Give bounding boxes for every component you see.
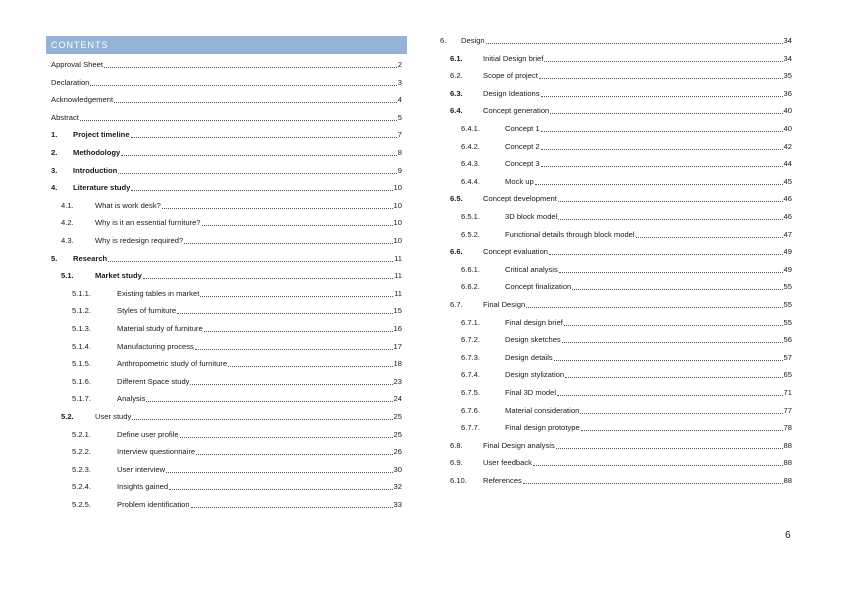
toc-entry-label: Literature study: [73, 183, 131, 193]
toc-entry-page: 15: [393, 306, 402, 316]
toc-entry-number: 5.1.5.: [72, 359, 91, 369]
toc-entry[interactable]: [46, 146, 406, 158]
toc-entry-page: 10: [393, 236, 402, 245]
toc-entry-page: 2: [397, 60, 402, 69]
toc-entry-page: 26: [393, 447, 402, 457]
toc-entry[interactable]: [438, 87, 792, 99]
toc-entry-label: User feedback: [483, 458, 532, 468]
toc-entry-label: Mock up: [505, 176, 534, 186]
toc-entry[interactable]: [438, 263, 792, 275]
toc-entry-label: Market study: [95, 271, 142, 281]
toc-entry-label: Introduction: [73, 165, 118, 175]
toc-entry[interactable]: [438, 474, 792, 486]
toc-entry-page: 10: [393, 183, 402, 193]
toc-entry[interactable]: [438, 316, 792, 328]
toc-entry-label: Concept generation: [483, 106, 550, 116]
toc-entry-page: 55: [783, 317, 792, 327]
toc-entry-page: 88: [783, 440, 792, 450]
dot-leader: [558, 219, 782, 220]
toc-entry-label: Analysis: [117, 394, 146, 404]
toc-entry-label: Define user profile: [117, 429, 179, 439]
toc-entry[interactable]: [438, 351, 792, 363]
toc-entry-number: 5.1.6.: [72, 376, 91, 386]
toc-entry-number: 6.5.1.: [461, 212, 480, 221]
toc-entry-page: 56: [783, 335, 792, 345]
toc-entry-label: Interview questionnaire: [117, 447, 196, 457]
toc-entry-page: 34: [783, 53, 792, 63]
dot-leader: [544, 61, 782, 62]
dot-leader: [131, 190, 392, 191]
dot-leader: [541, 149, 783, 150]
dot-leader: [190, 384, 392, 385]
toc-entry-number: 6.6.: [450, 247, 463, 257]
toc-entry-number: 4.1.: [61, 200, 74, 210]
toc-entry[interactable]: [438, 439, 792, 451]
toc-entry[interactable]: [438, 280, 792, 292]
toc-entry[interactable]: [46, 357, 406, 369]
toc-entry-number: 5.2.3.: [72, 464, 91, 474]
toc-entry-label: Concept development: [483, 194, 557, 204]
contents-heading: CONTENTS: [46, 36, 407, 54]
toc-entry-page: 33: [393, 500, 402, 509]
toc-entry-number: 4.: [51, 183, 58, 193]
toc-entry[interactable]: [438, 298, 792, 310]
toc-entry-page: 88: [783, 458, 792, 468]
toc-entry-page: 55: [783, 300, 792, 309]
dot-leader: [166, 472, 392, 473]
dot-leader: [533, 465, 783, 466]
toc-entry[interactable]: [46, 58, 406, 70]
toc-entry-page: 71: [783, 388, 792, 397]
toc-entry-page: 36: [783, 88, 792, 98]
toc-entry-number: 4.2.: [61, 218, 74, 228]
dot-leader: [180, 437, 393, 438]
toc-entry[interactable]: [438, 386, 792, 398]
toc-entry-label: Different Space study: [117, 376, 190, 386]
toc-entry[interactable]: [46, 164, 406, 176]
toc-entry-label: Design details: [505, 352, 553, 362]
toc-entry-label: Design: [461, 36, 485, 45]
toc-entry-page: 10: [393, 218, 402, 228]
toc-entry-label: 3D block model: [505, 212, 558, 221]
dot-leader: [565, 377, 782, 378]
toc-entry-number: 6.7.5.: [461, 388, 480, 397]
toc-entry-number: 5.: [51, 253, 58, 263]
dot-leader: [580, 413, 782, 414]
toc-entry-number: 5.2.5.: [72, 500, 91, 509]
toc-entry-page: 46: [783, 194, 792, 204]
toc-entry[interactable]: [46, 269, 406, 281]
dot-leader: [526, 307, 782, 308]
toc-entry-label: Initial Design brief: [483, 53, 544, 63]
toc-entry-page: 45: [783, 176, 792, 186]
toc-entry[interactable]: [438, 69, 792, 81]
toc-entry-label: What is work desk?: [95, 200, 161, 210]
dot-leader: [541, 96, 783, 97]
dot-leader: [169, 489, 392, 490]
toc-entry[interactable]: [46, 375, 406, 387]
toc-entry-number: 6.7.: [450, 300, 463, 309]
toc-entry[interactable]: [46, 428, 406, 440]
dot-leader: [541, 166, 783, 167]
toc-entry-label: Final design prototype: [505, 423, 580, 433]
toc-entry-label: Declaration: [51, 77, 90, 87]
toc-entry-label: Functional details through block model: [505, 229, 635, 239]
toc-entry-page: 44: [783, 159, 792, 169]
toc-entry-number: 6.7.4.: [461, 370, 480, 380]
toc-entry-page: 11: [394, 288, 402, 298]
toc-entry[interactable]: [438, 333, 792, 345]
toc-entry[interactable]: [438, 228, 792, 240]
toc-entry-page: 77: [783, 405, 792, 415]
toc-entry-label: References: [483, 476, 522, 485]
toc-entry-number: 5.2.2.: [72, 447, 91, 457]
toc-entry[interactable]: [46, 392, 406, 404]
toc-entry-label: User study: [95, 412, 132, 421]
toc-entry-page: 17: [393, 341, 402, 351]
toc-entry[interactable]: [438, 140, 792, 152]
toc-entry-page: 23: [393, 376, 402, 386]
toc-entry-number: 6.10.: [450, 476, 467, 485]
toc-entry-label: Material consideration: [505, 405, 580, 415]
toc-entry-page: 46: [783, 212, 792, 221]
toc-entry-page: 25: [393, 429, 402, 439]
toc-entry[interactable]: [46, 498, 406, 510]
toc-entry[interactable]: [438, 210, 792, 222]
dot-leader: [200, 296, 393, 297]
toc-entry-number: 6.2.: [450, 71, 463, 81]
toc-entry[interactable]: [438, 52, 792, 64]
toc-entry[interactable]: [46, 463, 406, 475]
toc-entry-label: Anthropometric study of furniture: [117, 359, 228, 369]
toc-entry-label: Why is it an essential furniture?: [95, 218, 201, 228]
toc-entry[interactable]: [46, 445, 406, 457]
toc-entry-number: 5.1.1.: [72, 288, 91, 298]
toc-entry-label: Critical analysis: [505, 264, 558, 274]
toc-entry-label: Abstract: [51, 112, 79, 122]
toc-entry-number: 5.2.4.: [72, 482, 91, 492]
toc-entry-number: 4.3.: [61, 236, 74, 245]
toc-entry-label: Insights gained: [117, 482, 169, 492]
toc-entry-number: 6.7.1.: [461, 317, 480, 327]
toc-entry-page: 3: [397, 77, 402, 87]
toc-entry[interactable]: [46, 93, 406, 105]
toc-entry-page: 49: [783, 264, 792, 274]
dot-leader: [549, 254, 783, 255]
toc-entry[interactable]: [46, 322, 406, 334]
toc-entry-number: 5.1.2.: [72, 306, 91, 316]
toc-entry-number: 5.2.1.: [72, 429, 91, 439]
toc-entry[interactable]: [46, 181, 406, 193]
toc-entry-number: 6.7.6.: [461, 405, 480, 415]
toc-entry-page: 49: [783, 247, 792, 257]
dot-leader: [146, 401, 392, 402]
dot-leader: [184, 243, 392, 244]
dot-leader: [558, 201, 783, 202]
toc-entry-label: Final Design analysis: [483, 440, 555, 450]
toc-entry-page: 65: [783, 370, 792, 380]
dot-leader: [196, 454, 392, 455]
dot-leader: [486, 43, 783, 44]
toc-entry[interactable]: [438, 122, 792, 134]
dot-leader: [554, 360, 783, 361]
toc-entry-label: Why is redesign required?: [95, 236, 184, 245]
toc-entry-page: 40: [783, 106, 792, 116]
toc-entry-number: 5.1.3.: [72, 324, 91, 333]
toc-entry-page: 10: [393, 200, 402, 210]
dot-leader: [108, 261, 393, 262]
toc-entry-number: 6.1.: [450, 53, 463, 63]
dot-leader: [535, 184, 783, 185]
toc-entry-label: Final Design: [483, 300, 526, 309]
page-number: 6: [785, 530, 791, 541]
dot-leader: [557, 395, 782, 396]
toc-entry-label: Acknowledgement: [51, 95, 114, 105]
toc-entry-number: 6.4.: [450, 106, 463, 116]
toc-entry[interactable]: [46, 111, 406, 123]
dot-leader: [556, 448, 783, 449]
toc-entry-page: 34: [783, 36, 792, 45]
toc-entry-page: 32: [393, 482, 402, 492]
toc-entry-label: Research: [73, 253, 108, 263]
toc-entry-page: 11: [394, 253, 402, 263]
toc-entry[interactable]: [46, 252, 406, 264]
toc-entry-label: Concept 2: [505, 141, 540, 151]
toc-entry-number: 6.7.7.: [461, 423, 480, 433]
toc-entry-label: Final design brief: [505, 317, 563, 327]
dot-leader: [104, 67, 397, 68]
toc-entry[interactable]: [438, 34, 792, 46]
dot-leader: [114, 102, 397, 103]
toc-entry[interactable]: [438, 456, 792, 468]
dot-leader: [143, 278, 393, 279]
toc-entry-number: 6.: [440, 36, 447, 45]
toc-entry-label: Design sketches: [505, 335, 561, 345]
toc-entry-label: Concept 3: [505, 159, 540, 169]
toc-entry[interactable]: [438, 157, 792, 169]
toc-entry-label: Concept 1: [505, 124, 540, 133]
toc-entry-number: 6.8.: [450, 440, 463, 450]
dot-leader: [572, 289, 782, 290]
toc-entry-label: Manufacturing process: [117, 341, 194, 351]
dot-leader: [90, 85, 396, 86]
dot-leader: [80, 120, 397, 121]
dot-leader: [523, 483, 783, 484]
toc-entry[interactable]: [46, 76, 406, 88]
toc-entry-label: Existing tables in market: [117, 288, 200, 298]
dot-leader: [204, 331, 393, 332]
dot-leader: [562, 342, 783, 343]
dot-leader: [539, 78, 783, 79]
toc-entry-number: 6.4.2.: [461, 141, 480, 151]
toc-entry[interactable]: [46, 216, 406, 228]
toc-entry-number: 6.5.2.: [461, 229, 480, 239]
dot-leader: [131, 137, 397, 138]
toc-entry-page: 78: [783, 423, 792, 433]
dot-leader: [132, 419, 392, 420]
toc-entry-page: 55: [783, 282, 792, 292]
toc-entry-label: Methodology: [73, 148, 121, 157]
toc-entry-label: Styles of furniture: [117, 306, 177, 316]
toc-entry-number: 6.7.2.: [461, 335, 480, 345]
dot-leader: [564, 325, 783, 326]
toc-entry-label: Scope of project: [483, 71, 538, 81]
toc-entry-label: Final 3D model: [505, 388, 557, 397]
toc-entry[interactable]: [438, 192, 792, 204]
dot-leader: [559, 272, 783, 273]
dot-leader: [191, 507, 393, 508]
toc-entry-label: Concept evaluation: [483, 247, 549, 257]
toc-entry[interactable]: [46, 480, 406, 492]
toc-entry-label: Design Ideations: [483, 88, 540, 98]
toc-entry-page: 24: [393, 394, 402, 404]
toc-entry-label: User interview: [117, 464, 166, 474]
toc-entry-page: 35: [783, 71, 792, 81]
toc-entry[interactable]: [438, 104, 792, 116]
toc-entry-page: 18: [393, 359, 402, 369]
dot-leader: [121, 155, 397, 156]
toc-entry-number: 6.4.4.: [461, 176, 480, 186]
toc-entry[interactable]: [438, 245, 792, 257]
toc-entry[interactable]: [46, 340, 406, 352]
toc-entry-label: Design stylization: [505, 370, 565, 380]
toc-entry[interactable]: [438, 175, 792, 187]
toc-entry[interactable]: [46, 410, 406, 422]
toc-entry-page: 42: [783, 141, 792, 151]
toc-entry-number: 6.3.: [450, 88, 463, 98]
toc-entry-number: 6.9.: [450, 458, 463, 468]
toc-entry-label: Concept finalization: [505, 282, 572, 292]
toc-entry[interactable]: [46, 199, 406, 211]
toc-entry[interactable]: [46, 128, 406, 140]
toc-entry-page: 7: [397, 130, 402, 140]
toc-entry-page: 5: [397, 112, 402, 122]
dot-leader: [636, 237, 783, 238]
toc-entry-page: 47: [783, 229, 792, 239]
toc-entry-page: 9: [397, 165, 402, 175]
dot-leader: [228, 366, 392, 367]
toc-entry-label: Approval Sheet: [51, 60, 103, 69]
toc-entry-number: 3.: [51, 165, 58, 175]
toc-entry[interactable]: [46, 234, 406, 246]
dot-leader: [118, 173, 396, 174]
toc-entry-number: 6.4.3.: [461, 159, 480, 169]
toc-entry-number: 6.6.1.: [461, 264, 480, 274]
toc-entry-number: 6.4.1.: [461, 124, 480, 133]
toc-entry-number: 6.6.2.: [461, 282, 480, 292]
toc-entry-label: Material study of furniture: [117, 324, 203, 333]
toc-entry[interactable]: [46, 287, 406, 299]
toc-entry-page: 88: [783, 476, 792, 485]
toc-entry-number: 2.: [51, 148, 58, 157]
toc-entry-number: 5.2.: [61, 412, 74, 421]
dot-leader: [195, 349, 393, 350]
toc-entry-number: 6.7.3.: [461, 352, 480, 362]
toc-entry-label: Problem identification: [117, 500, 190, 509]
dot-leader: [177, 313, 392, 314]
toc-entry[interactable]: [46, 304, 406, 316]
toc-entry-number: 5.1.4.: [72, 341, 91, 351]
toc-entry-number: 5.1.7.: [72, 394, 91, 404]
toc-entry-page: 57: [783, 352, 792, 362]
toc-entry-number: 6.5.: [450, 194, 463, 204]
toc-entry-page: 4: [397, 95, 402, 105]
dot-leader: [550, 113, 782, 114]
dot-leader: [202, 225, 393, 226]
toc-entry-page: 30: [393, 464, 402, 474]
toc-entry[interactable]: [438, 404, 792, 416]
toc-entry-page: 11: [394, 271, 402, 281]
toc-entry-page: 16: [393, 324, 402, 333]
toc-entry-label: Project timeline: [73, 130, 130, 140]
toc-entry-number: 5.1.: [61, 271, 74, 281]
toc-entry[interactable]: [438, 368, 792, 380]
toc-entry-number: 1.: [51, 130, 58, 140]
dot-leader: [581, 430, 783, 431]
toc-entry-page: 25: [393, 412, 402, 421]
toc-entry-page: 40: [783, 124, 792, 133]
toc-entry-page: 8: [397, 148, 402, 157]
toc-entry[interactable]: [438, 421, 792, 433]
dot-leader: [162, 208, 393, 209]
dot-leader: [541, 131, 783, 132]
